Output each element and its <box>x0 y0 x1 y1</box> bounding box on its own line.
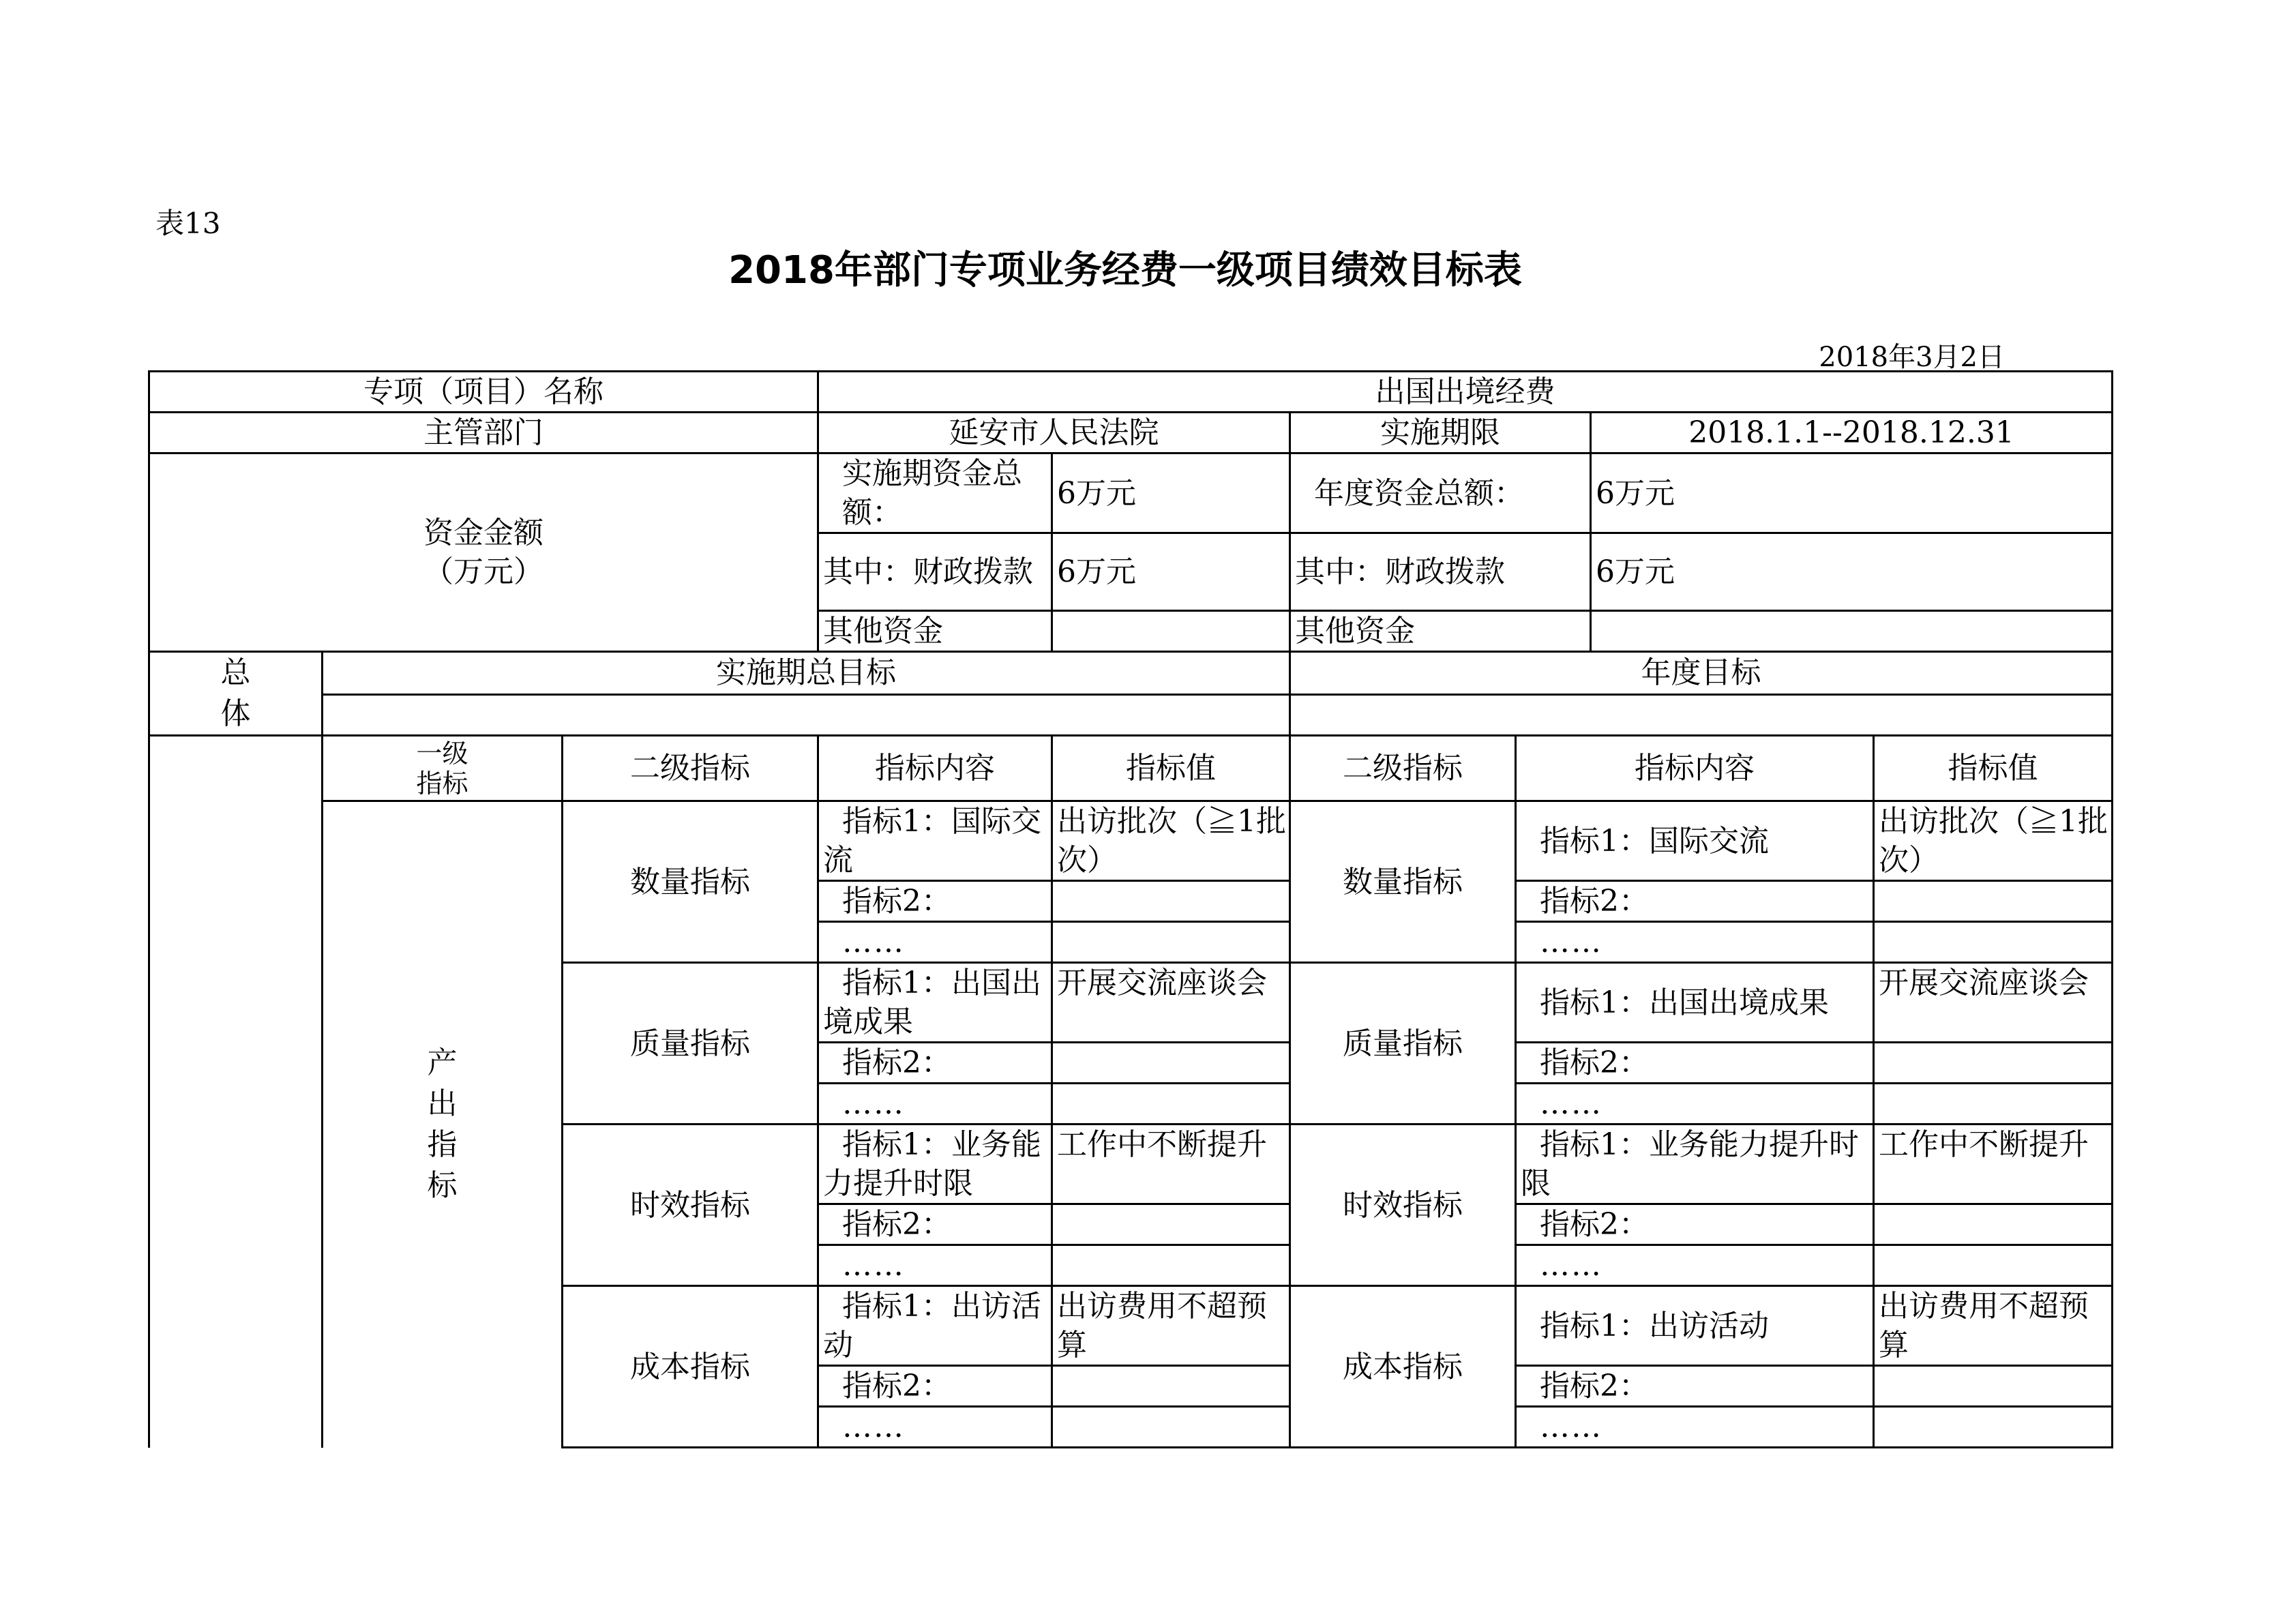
period-total-value: 6万元 <box>1052 453 1290 533</box>
annual-indicator-value <box>1874 1366 2113 1407</box>
annual-group-name: 质量指标 <box>1290 963 1516 1125</box>
annual-total-value: 6万元 <box>1591 453 2113 533</box>
goal-text-row <box>149 694 2113 735</box>
indicator-content: …… <box>818 1245 1052 1286</box>
annual-fiscal-label: 其中：财政拨款 <box>1290 533 1591 611</box>
indicator-value <box>1052 1043 1290 1084</box>
annual-goal-text <box>1290 694 2113 735</box>
indicator-content: 指标1：国际交流 <box>818 801 1052 881</box>
indicator-value <box>1052 1407 1290 1448</box>
funds-label-line2: （万元） <box>423 554 543 589</box>
value-header: 指标值 <box>1052 736 1290 801</box>
indicator-content: 指标2： <box>818 1043 1052 1084</box>
indicator-row <box>149 801 2113 881</box>
report-date: 2018年3月2日 <box>1819 342 2005 373</box>
annual-indicator-value <box>1874 1407 2113 1448</box>
indicator-content: 指标2： <box>818 1204 1052 1245</box>
annual-other-value <box>1591 611 2113 652</box>
department-value: 延安市人民法院 <box>818 413 1290 453</box>
annual-indicator-value <box>1874 922 2113 963</box>
annual-indicator-content: …… <box>1516 1407 1874 1448</box>
annual-indicator-value <box>1874 881 2113 922</box>
indicator-value <box>1052 1245 1290 1286</box>
output-indicator-label: 产出指标 <box>323 801 563 1448</box>
period-goal-text <box>323 694 1290 735</box>
period-value: 2018.1.1--2018.12.31 <box>1591 413 2113 453</box>
annual-indicator-content: …… <box>1516 1245 1874 1286</box>
indicator-value: 工作中不断提升 <box>1052 1125 1290 1204</box>
period-label: 实施期限 <box>1290 413 1591 453</box>
annual-other-label: 其他资金 <box>1290 611 1591 652</box>
period-other-value <box>1052 611 1290 652</box>
period-goal-header: 实施期总目标 <box>323 652 1290 695</box>
annual-indicator-content: 指标1：业务能力提升时限 <box>1516 1125 1874 1204</box>
annual-indicator-value: 出访费用不超预算 <box>1874 1286 2113 1366</box>
project-name-value: 出国出境经费 <box>818 372 2113 413</box>
annual-level2-header: 二级指标 <box>1290 736 1516 801</box>
level1-header: 一级指标 <box>323 736 563 801</box>
annual-indicator-content: …… <box>1516 1084 1874 1125</box>
annual-content-header: 指标内容 <box>1516 736 1874 801</box>
funds-label-line1: 资金金额 <box>423 516 543 550</box>
annual-indicator-value: 出访批次（≧1批次） <box>1874 801 2113 881</box>
annual-indicator-content: 指标2： <box>1516 1366 1874 1407</box>
annual-indicator-content: 指标2： <box>1516 881 1874 922</box>
annual-indicator-content: 指标1：出访活动 <box>1516 1286 1874 1366</box>
performance-goal-table <box>148 370 2113 1448</box>
indicator-value <box>1052 881 1290 922</box>
indicator-header-row <box>149 736 2113 801</box>
indicator-value: 出访批次（≧1批次） <box>1052 801 1290 881</box>
annual-group-name: 数量指标 <box>1290 801 1516 963</box>
indicator-content: 指标1：出访活动 <box>818 1286 1052 1366</box>
indicator-content: 指标2： <box>818 1366 1052 1407</box>
period-total-label: 实施期资金总额： <box>818 453 1052 533</box>
group-name: 数量指标 <box>563 801 818 963</box>
content-header: 指标内容 <box>818 736 1052 801</box>
annual-indicator-value: 工作中不断提升 <box>1874 1125 2113 1204</box>
annual-indicator-content: 指标1：出国出境成果 <box>1516 963 1874 1043</box>
funds-row-total <box>149 453 2113 533</box>
funds-label <box>149 453 818 652</box>
page-title: 2018年部门专项业务经费一级项目绩效目标表 <box>728 248 1522 293</box>
indicator-value <box>1052 922 1290 963</box>
indicator-content: …… <box>818 922 1052 963</box>
annual-indicator-content: …… <box>1516 922 1874 963</box>
annual-indicator-value: 开展交流座谈会 <box>1874 963 2113 1043</box>
overall-goal-label: 总体 <box>149 652 323 736</box>
annual-fiscal-value: 6万元 <box>1591 533 2113 611</box>
department-row <box>149 413 2113 453</box>
department-label: 主管部门 <box>149 413 818 453</box>
annual-group-name: 时效指标 <box>1290 1125 1516 1286</box>
project-name-label: 专项（项目）名称 <box>149 372 818 413</box>
indicator-value: 出访费用不超预算 <box>1052 1286 1290 1366</box>
indicator-value <box>1052 1204 1290 1245</box>
annual-group-name: 成本指标 <box>1290 1286 1516 1448</box>
annual-indicator-content: 指标2： <box>1516 1204 1874 1245</box>
period-fiscal-value: 6万元 <box>1052 533 1290 611</box>
annual-indicator-content: 指标1：国际交流 <box>1516 801 1874 881</box>
indicator-value: 开展交流座谈会 <box>1052 963 1290 1043</box>
indicator-content: …… <box>818 1084 1052 1125</box>
indicator-content: 指标1：出国出境成果 <box>818 963 1052 1043</box>
performance-indicator-blank <box>149 736 323 1448</box>
annual-indicator-value <box>1874 1084 2113 1125</box>
group-name: 成本指标 <box>563 1286 818 1448</box>
period-fiscal-label: 其中：财政拨款 <box>818 533 1052 611</box>
indicator-value <box>1052 1084 1290 1125</box>
indicator-content: …… <box>818 1407 1052 1448</box>
annual-total-label: 年度资金总额： <box>1290 453 1591 533</box>
annual-indicator-content: 指标2： <box>1516 1043 1874 1084</box>
period-other-label: 其他资金 <box>818 611 1052 652</box>
goal-header-row <box>149 652 2113 695</box>
annual-indicator-value <box>1874 1204 2113 1245</box>
project-name-row <box>149 372 2113 413</box>
annual-value-header: 指标值 <box>1874 736 2113 801</box>
annual-indicator-value <box>1874 1245 2113 1286</box>
group-name: 时效指标 <box>563 1125 818 1286</box>
table-number-label: 表13 <box>155 207 221 240</box>
indicator-content: 指标2： <box>818 881 1052 922</box>
annual-indicator-value <box>1874 1043 2113 1084</box>
group-name: 质量指标 <box>563 963 818 1125</box>
level2-header: 二级指标 <box>563 736 818 801</box>
indicator-value <box>1052 1366 1290 1407</box>
annual-goal-header: 年度目标 <box>1290 652 2113 695</box>
indicator-content: 指标1：业务能力提升时限 <box>818 1125 1052 1204</box>
